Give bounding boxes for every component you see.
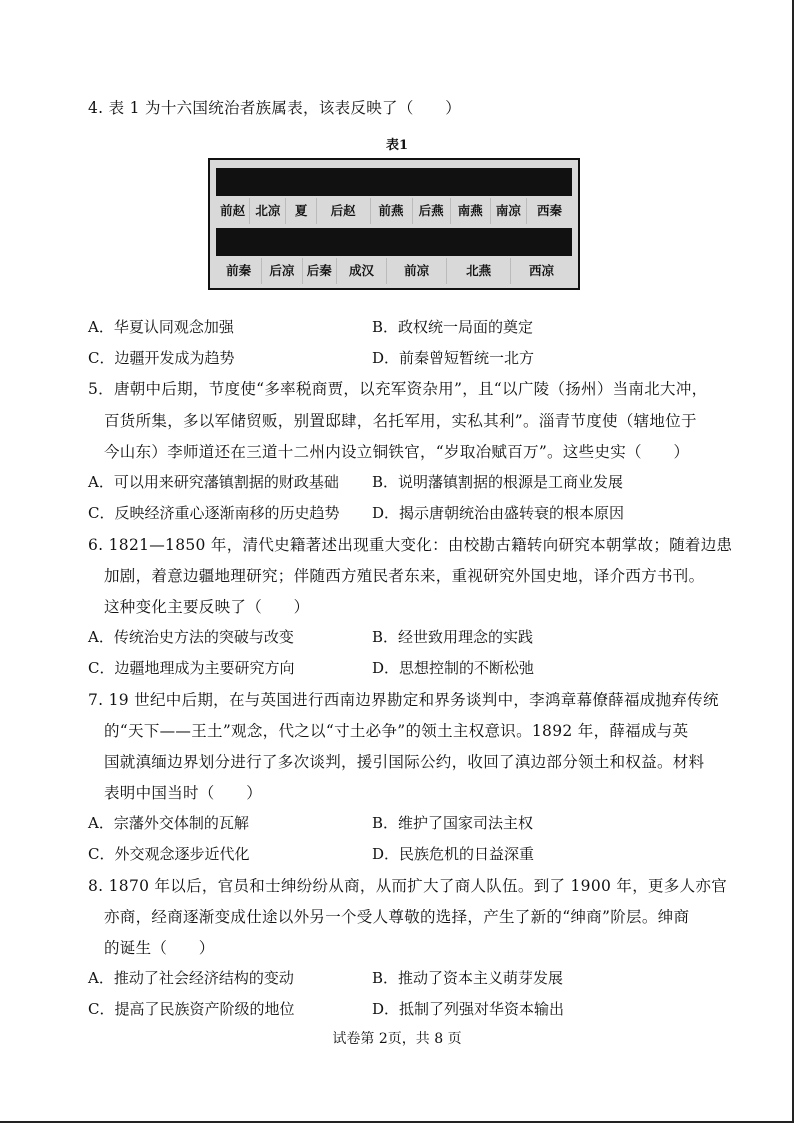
table-cell: 前秦 bbox=[216, 258, 262, 284]
q6-option-b: B．经世致用理念的实践 bbox=[372, 628, 534, 646]
q8-option-a: A．推动了社会经济结构的变动 bbox=[88, 969, 294, 987]
table-caption: 表1 bbox=[385, 138, 409, 153]
table-cell: 后赵 bbox=[317, 198, 371, 224]
table-header-band-1 bbox=[216, 168, 572, 196]
q4-stem: 4. 表 1 为十六国统治者族属表，该表反映了（ ） bbox=[88, 99, 462, 117]
q6-stem-line2: 加剧，着意边疆地理研究；伴随西方殖民者东来，重视研究外国史地，译介西方书刊。 bbox=[104, 567, 705, 585]
table-cell: 前凉 bbox=[387, 258, 447, 284]
q4-option-a: A．华夏认同观念加强 bbox=[88, 318, 234, 336]
table-cell: 前赵 bbox=[216, 198, 250, 224]
q7-option-a: A．宗藩外交体制的瓦解 bbox=[88, 814, 249, 832]
table-row-1 bbox=[216, 198, 572, 224]
q8-stem-line1: 8. 1870 年以后，官员和士绅纷纷从商，从而扩大了商人队伍。到了 1900 年，更多人亦官 bbox=[88, 877, 727, 895]
q8-stem-line3: 的诞生（ ） bbox=[104, 939, 215, 957]
q8-stem-line2: 亦商，经商逐渐变成仕途以外另一个受人尊敬的选择，产生了新的“绅商”阶层。绅商 bbox=[104, 908, 690, 926]
table-cell: 前燕 bbox=[371, 198, 413, 224]
q7-stem-line1: 7. 19 世纪中后期，在与英国进行西南边界勘定和界务谈判中，李鸿章幕僚薛福成抛弃传统 bbox=[88, 691, 719, 709]
ruler-ethnicity-table bbox=[208, 158, 580, 290]
q7-option-c: C．外交观念逐步近代化 bbox=[88, 845, 250, 863]
q6-option-c: C．边疆地理成为主要研究方向 bbox=[88, 659, 295, 677]
table-header-band-2 bbox=[216, 228, 572, 256]
q4-option-b: B．政权统一局面的奠定 bbox=[372, 318, 534, 336]
table-cell: 夏 bbox=[286, 198, 316, 224]
table-row-2 bbox=[216, 258, 572, 284]
q4-option-c: C．边疆开发成为趋势 bbox=[88, 349, 235, 367]
q6-option-d: D．思想控制的不断松弛 bbox=[372, 659, 535, 677]
table-cell: 南凉 bbox=[491, 198, 527, 224]
q5-option-d: D．揭示唐朝统治由盛转衰的根本原因 bbox=[372, 504, 625, 522]
q5-option-b: B．说明藩镇割据的根源是工商业发展 bbox=[372, 473, 624, 491]
q7-stem-line4: 表明中国当时（ ） bbox=[104, 784, 263, 802]
q4-option-d: D．前秦曾短暂统一北方 bbox=[372, 349, 535, 367]
table-cell: 成汉 bbox=[337, 258, 387, 284]
q7-stem-line3: 国就滇缅边界划分进行了多次谈判，援引国际公约，收回了滇边部分领土和权益。材料 bbox=[104, 753, 705, 771]
table-cell: 后燕 bbox=[413, 198, 451, 224]
q8-option-c: C．提高了民族资产阶级的地位 bbox=[88, 1000, 295, 1018]
page-footer: 试卷第 2页，共 8 页 bbox=[332, 1031, 462, 1047]
q5-option-a: A．可以用来研究藩镇割据的财政基础 bbox=[88, 473, 339, 491]
q5-option-c: C．反映经济重心逐渐南移的历史趋势 bbox=[88, 504, 340, 522]
table-cell: 后凉 bbox=[262, 258, 302, 284]
q8-option-d: D．抵制了列强对华资本输出 bbox=[372, 1000, 565, 1018]
q5-stem-line1: 5．唐朝中后期，节度使“多率税商贾，以充军资杂用”，且“以广陵（扬州）当南北大冲， bbox=[88, 380, 708, 398]
table-cell: 北凉 bbox=[250, 198, 286, 224]
table-cell: 南燕 bbox=[451, 198, 491, 224]
q6-stem-line3: 这种变化主要反映了（ ） bbox=[104, 598, 310, 616]
q7-option-b: B．维护了国家司法主权 bbox=[372, 814, 534, 832]
table-cell: 西秦 bbox=[536, 203, 562, 218]
q7-option-d: D．民族危机的日益深重 bbox=[372, 845, 535, 863]
table-cell: 后秦 bbox=[303, 258, 337, 284]
q6-stem-line1: 6. 1821—1850 年，清代史籍著述出现重大变化：由校勘古籍转向研究本朝掌故；随着边患 bbox=[88, 536, 733, 554]
table-cell: 北燕 bbox=[447, 258, 511, 284]
table-cell: 西凉 bbox=[529, 263, 555, 278]
q8-option-b: B．推动了资本主义萌芽发展 bbox=[372, 969, 564, 987]
q5-stem-line2: 百货所集，多以军储贸贩，别置邸肆，名托军用，实私其利”。淄青节度使（辖地位于 bbox=[104, 412, 697, 430]
q5-stem-line3: 今山东）李师道还在三道十二州内设立铜铁官，“岁取冶赋百万”。这些史实（ ） bbox=[104, 443, 690, 461]
q6-option-a: A．传统治史方法的突破与改变 bbox=[88, 628, 294, 646]
q7-stem-line2: 的“天下——王土”观念，代之以“寸土必争”的领土主权意识。1892 年，薛福成与英 bbox=[104, 722, 689, 740]
